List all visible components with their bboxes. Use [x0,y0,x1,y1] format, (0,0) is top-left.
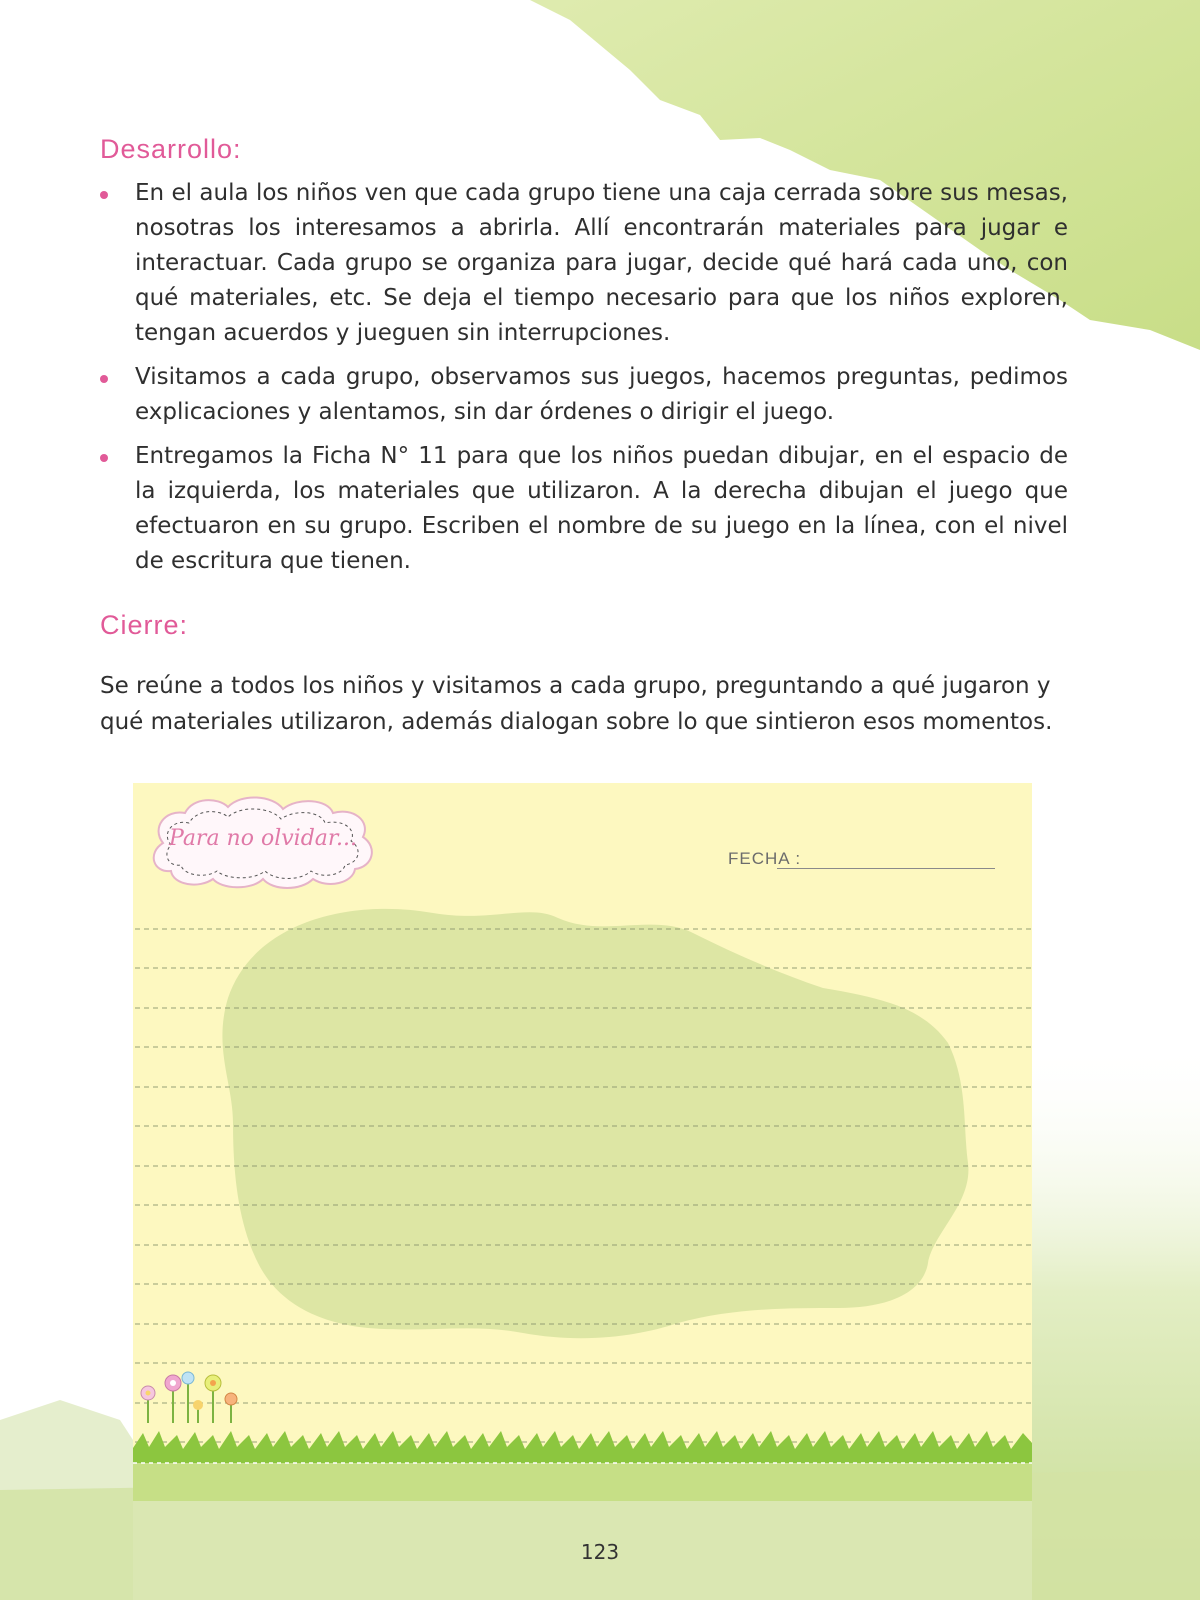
note-card-artwork [133,783,1032,1501]
bullet-dot-icon [100,375,108,383]
section-heading-desarrollo: Desarrollo: [100,134,242,164]
date-line [777,868,995,869]
bullet-text: Visitamos a cada grupo, observamos sus juegos, hacemos preguntas, pedimos explicaciones y alentamos, sin dar órdenes o dirigir el juego. [135,364,1068,425]
page-number: 123 [580,1540,620,1564]
bullet-dot-icon [100,191,108,199]
list-item [100,360,1068,430]
desarrollo-bullet-list [100,176,1068,588]
bullet-text: En el aula los niños ven que cada grupo tiene una caja cerrada sobre sus mesas, nosotras los interesamos a abrirla. Allí encontrarán materiales para jugar e interactuar. Cada grupo se organiza para jugar, decide qué hará cada uno, con qué materiales, etc. Se deja el tiempo necesario para que los niños exploren, tengan acuerdos y jueguen sin interrupciones. [135,180,1068,346]
section-heading-cierre: Cierre: [100,610,189,640]
list-item [100,176,1068,351]
grass-decoration [133,1431,1032,1501]
bullet-text: Entregamos la Ficha N° 11 para que los niños puedan dibujar, en el espacio de la izquierda, los materiales que utilizaron. A la derecha dibujan el juego que efectuaron en su grupo. Escriben el nombre de su juego en la línea, con el nivel de escritura que tienen. [135,443,1068,574]
bullet-dot-icon [100,454,108,462]
list-item [100,439,1068,579]
date-label: FECHA : [728,849,802,868]
note-card-title: Para no olvidar... [169,826,357,851]
flowers-decoration [141,1372,237,1423]
note-card [133,783,1032,1501]
note-card-blob [222,909,968,1338]
cierre-paragraph: Se reúne a todos los niños y visitamos a cada grupo, preguntando a qué jugaron y qué materiales utilizaron, además dialogan sobre lo que sintieron esos momentos. [100,673,1053,735]
